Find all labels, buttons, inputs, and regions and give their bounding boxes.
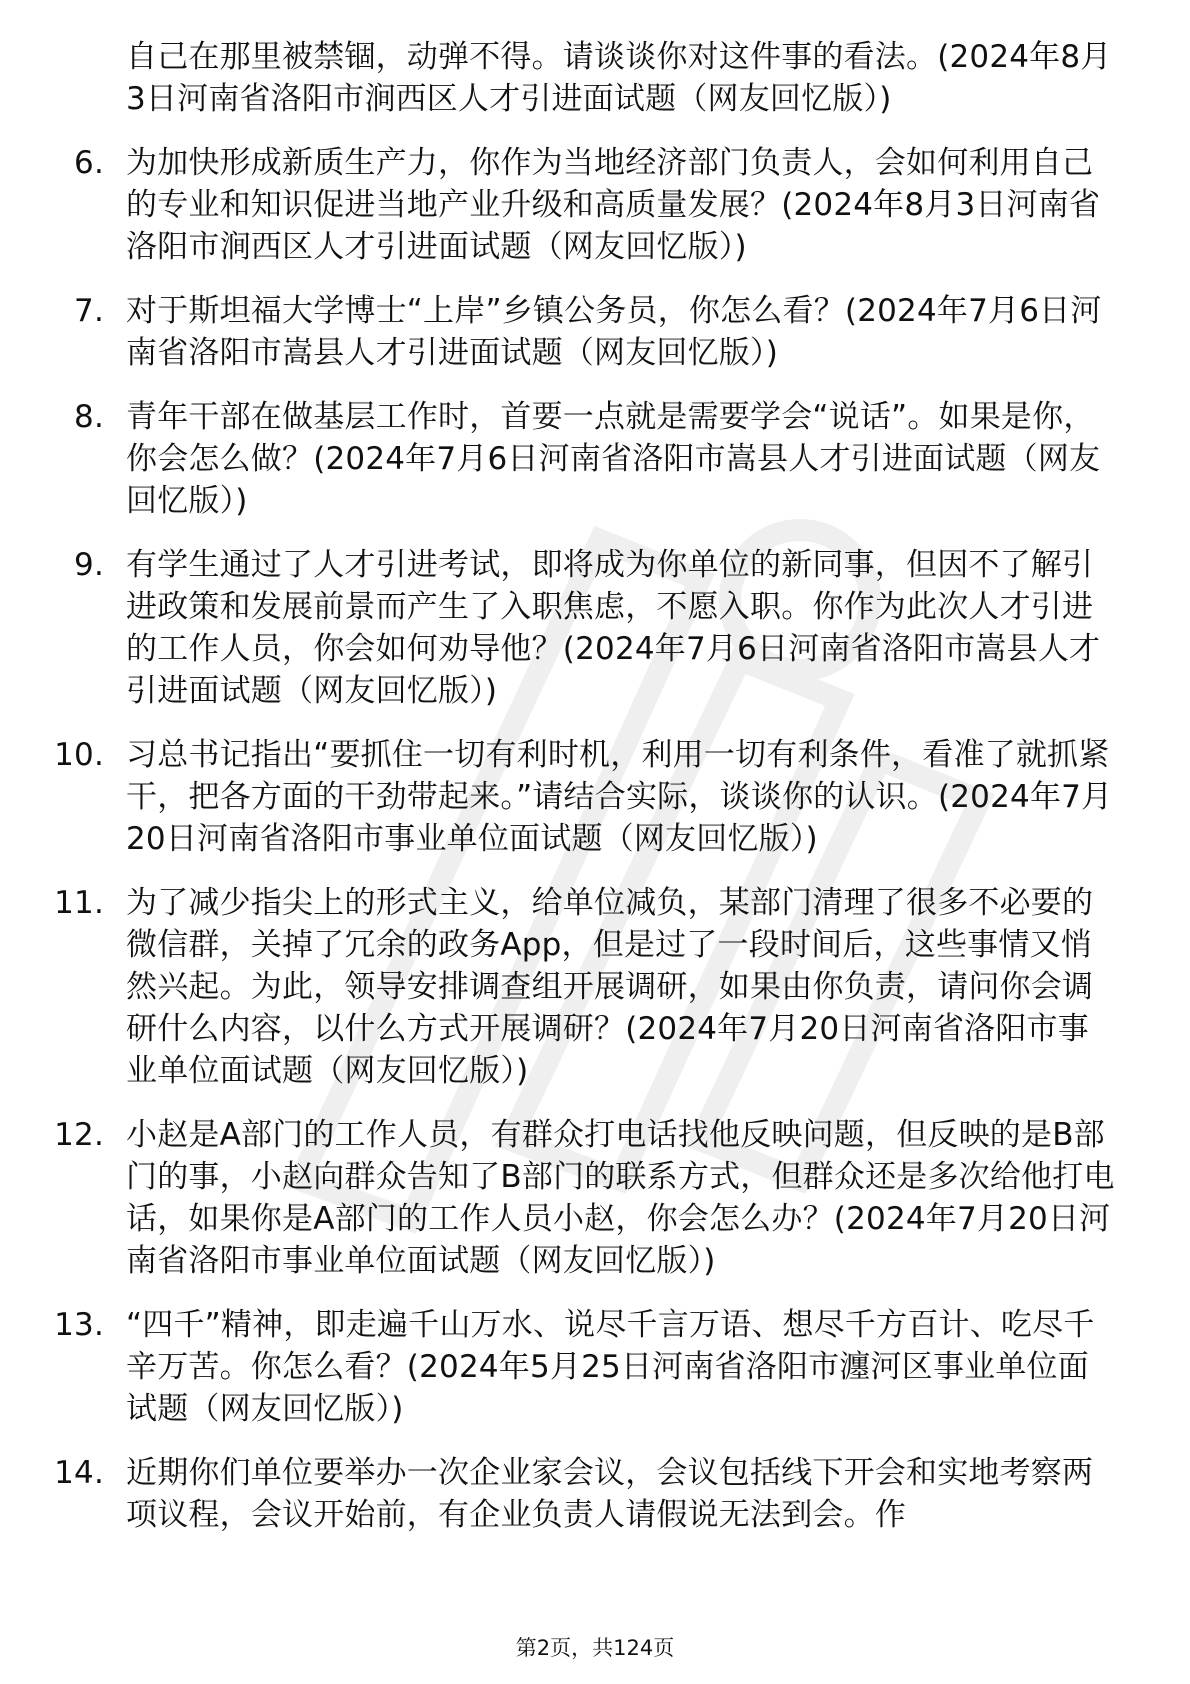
item-number: 6. <box>74 145 104 181</box>
item-text: 近期你们单位要举办一次企业家会议，会议包括线下开会和实地考察两项议程，会议开始前，有企业负责人请假说无法到会。作 <box>126 1455 1094 1533</box>
list-item <box>0 290 1190 374</box>
list-item <box>0 734 1190 860</box>
item-text: 青年干部在做基层工作时，首要一点就是需要学会“说话”。如果是你，你会怎么做？(2024年7月6日河南省洛阳市嵩县人才引进面试题（网友回忆版）) <box>126 399 1101 519</box>
item-text: 小赵是A部门的工作人员，有群众打电话找他反映问题，但反映的是B部门的事，小赵向群众告知了B部门的联系方式，但群众还是多次给他打电话，如果你是A部门的工作人员小赵，你会怎么办？(2024年7月20日河南省洛阳市事业单位面试题（网友回忆版）) <box>126 1117 1115 1279</box>
item-number: 13. <box>54 1307 104 1343</box>
item-number: 14. <box>54 1455 104 1491</box>
item-text: 自己在那里被禁锢，动弹不得。请谈谈你对这件事的看法。(2024年8月3日河南省洛阳市涧西区人才引进面试题（网友回忆版）) <box>126 39 1112 117</box>
list-item <box>0 396 1190 522</box>
list-item <box>0 142 1190 268</box>
item-text: 对于斯坦福大学博士“上岸”乡镇公务员，你怎么看？(2024年7月6日河南省洛阳市嵩县人才引进面试题（网友回忆版）) <box>126 293 1102 371</box>
item-number: 7. <box>74 293 104 329</box>
item-text: 为加快形成新质生产力，你作为当地经济部门负责人，会如何利用自己的专业和知识促进当地产业升级和高质量发展？(2024年8月3日河南省洛阳市涧西区人才引进面试题（网友回忆版）) <box>126 145 1101 265</box>
page-footer: 第2页，共124页 <box>515 1636 675 1660</box>
item-number: 8. <box>74 399 104 435</box>
item-number: 10. <box>54 737 104 773</box>
item-text: 有学生通过了人才引进考试，即将成为你单位的新同事，但因不了解引进政策和发展前景而产生了入职焦虑，不愿入职。你作为此次人才引进的工作人员，你会如何劝导他？(2024年7月6日河南省洛阳市嵩县人才引进面试题（网友回忆版）) <box>126 547 1101 709</box>
list-item <box>0 1452 1190 1536</box>
item-number: 12. <box>54 1117 104 1153</box>
list-item <box>0 1114 1190 1282</box>
list-item <box>0 544 1190 712</box>
list-item <box>0 882 1190 1092</box>
question-list <box>0 36 1190 1558</box>
item-text: 为了减少指尖上的形式主义，给单位减负，某部门清理了很多不必要的微信群，关掉了冗余的政务App，但是过了一段时间后，这些事情又悄然兴起。为此，领导安排调查组开展调研，如果由你负责，请问你会调研什么内容，以什么方式开展调研？(2024年7月20日河南省洛阳市事业单位面试题（网友回忆版）) <box>126 885 1094 1089</box>
item-number: 9. <box>74 547 104 583</box>
item-text: “四千”精神，即走遍千山万水、说尽千言万语、想尽千方百计、吃尽千辛万苦。你怎么看？(2024年5月25日河南省洛阳市瀍河区事业单位面试题（网友回忆版）) <box>126 1307 1095 1427</box>
item-text: 习总书记指出“要抓住一切有利时机，利用一切有利条件，看准了就抓紧干，把各方面的干劲带起来。”请结合实际，谈谈你的认识。(2024年7月20日河南省洛阳市事业单位面试题（网友回忆版）) <box>126 737 1113 857</box>
list-item <box>0 1304 1190 1430</box>
list-item <box>0 36 1190 120</box>
item-number: 11. <box>54 885 104 921</box>
